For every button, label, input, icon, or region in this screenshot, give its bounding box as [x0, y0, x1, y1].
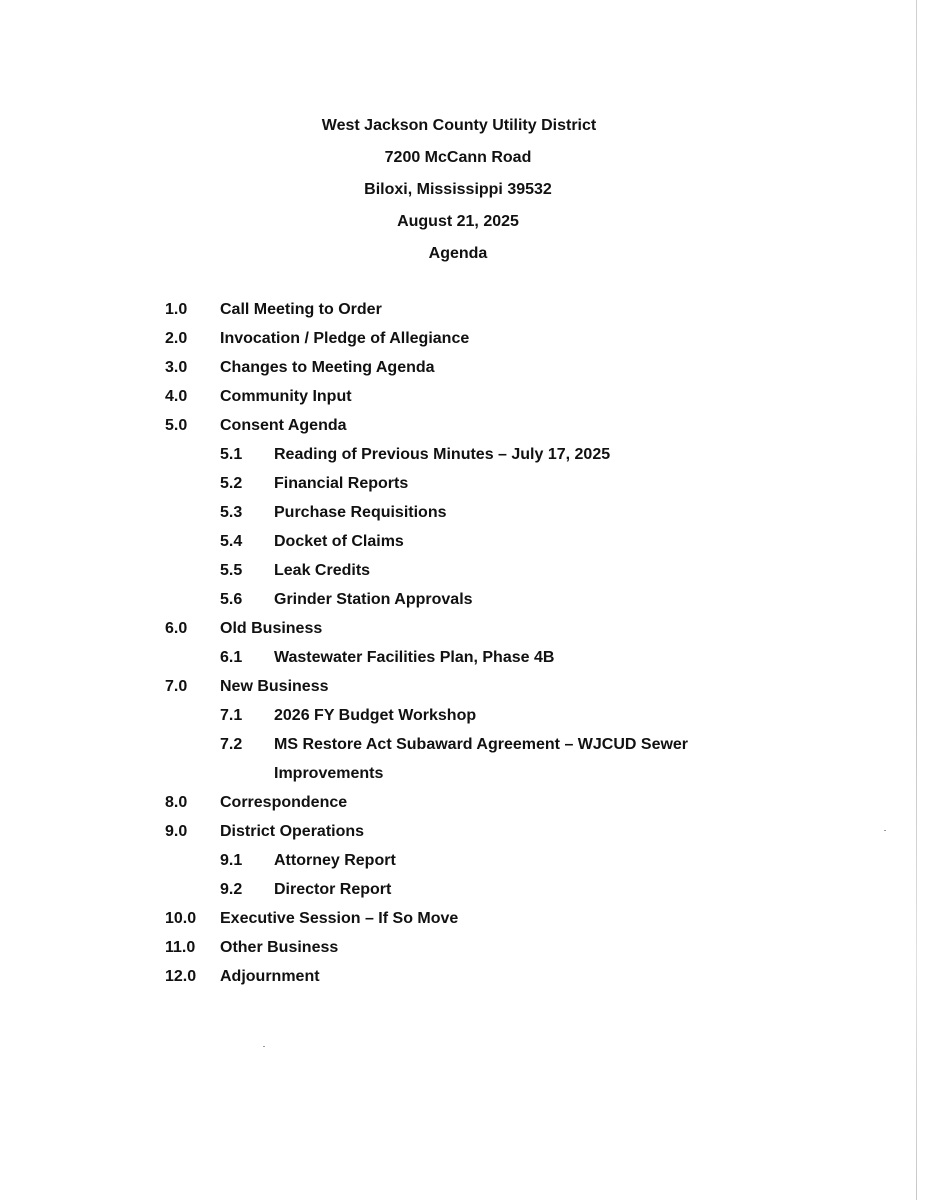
agenda-item-label: Invocation / Pledge of Allegiance: [220, 330, 470, 347]
agenda-item-label: Consent Agenda: [220, 417, 347, 434]
agenda-item: [0, 933, 916, 962]
agenda-item: [0, 295, 916, 324]
agenda-subitem-label: Wastewater Facilities Plan, Phase 4B: [274, 649, 555, 666]
agenda-subitem-label: Director Report: [274, 881, 392, 898]
agenda-item-number: 11.0: [165, 939, 196, 956]
organization-name: West Jackson County Utility District: [321, 117, 597, 134]
agenda-item-label: District Operations: [220, 823, 365, 840]
agenda-item: [0, 614, 916, 643]
agenda-subitem: [0, 730, 916, 759]
agenda-subitem: [0, 556, 916, 585]
scan-page-edge: [916, 0, 917, 1200]
agenda-item: [0, 411, 916, 440]
agenda-subitem-continuation: [0, 759, 916, 788]
agenda-subitem-label: MS Restore Act Subaward Agreement – WJCUD Sewer: [274, 736, 689, 753]
agenda-item-number: 12.0: [165, 968, 197, 985]
agenda-item: [0, 672, 916, 701]
agenda-item-label: Call Meeting to Order: [220, 301, 382, 318]
agenda-subitem-number: 5.1: [220, 446, 243, 463]
agenda-subitem: [0, 875, 916, 904]
agenda-subitem-label: Attorney Report: [274, 852, 396, 869]
agenda-item-label: Old Business: [220, 620, 323, 637]
agenda-subitem-label: Leak Credits: [274, 562, 371, 579]
agenda-item-label: New Business: [220, 678, 329, 695]
agenda-subitem-label: Docket of Claims: [274, 533, 404, 550]
agenda-item-number: 10.0: [165, 910, 197, 927]
agenda-list: [0, 295, 916, 991]
agenda-item: [0, 324, 916, 353]
address-line: 7200 McCann Road: [384, 149, 532, 166]
agenda-subitem: [0, 527, 916, 556]
agenda-item-number: 1.0: [165, 301, 188, 318]
agenda-subitem-number: 5.5: [220, 562, 243, 579]
agenda-item-number: 5.0: [165, 417, 188, 434]
agenda-subitem: [0, 701, 916, 730]
agenda-item: [0, 353, 916, 382]
agenda-item-label: Adjournment: [220, 968, 320, 985]
meeting-date: August 21, 2025: [397, 213, 519, 230]
agenda-item-number: 3.0: [165, 359, 188, 376]
agenda-item-number: 6.0: [165, 620, 188, 637]
agenda-item: [0, 904, 916, 933]
agenda-subitem: [0, 498, 916, 527]
agenda-item-number: 2.0: [165, 330, 188, 347]
agenda-subitem-number: 6.1: [220, 649, 243, 666]
document-header: [0, 110, 916, 270]
agenda-item: [0, 817, 916, 846]
agenda-item-label: Changes to Meeting Agenda: [220, 359, 435, 376]
agenda-item-label: Community Input: [220, 388, 352, 405]
city-line: Biloxi, Mississippi 39532: [364, 181, 552, 198]
agenda-subitem-number: 7.2: [220, 736, 243, 753]
agenda-item: [0, 788, 916, 817]
agenda-subitem-label: Financial Reports: [274, 475, 409, 492]
agenda-item-number: 8.0: [165, 794, 188, 811]
agenda-item-label: Other Business: [220, 939, 339, 956]
agenda-subitem-number: 9.2: [220, 881, 243, 898]
agenda-subitem-label-continuation: Improvements: [274, 765, 384, 782]
agenda-item: [0, 382, 916, 411]
agenda-subitem-label: Purchase Requisitions: [274, 504, 447, 521]
agenda-subitem: [0, 469, 916, 498]
agenda-subitem-number: 5.2: [220, 475, 243, 492]
agenda-subitem-number: 7.1: [220, 707, 243, 724]
scan-speck: [263, 1046, 265, 1047]
agenda-item-label: Correspondence: [220, 794, 348, 811]
agenda-item-number: 7.0: [165, 678, 188, 695]
agenda-subitem-label: Reading of Previous Minutes – July 17, 2025: [274, 446, 611, 463]
agenda-item: [0, 962, 916, 991]
agenda-subitem-number: 5.6: [220, 591, 243, 608]
agenda-item-number: 9.0: [165, 823, 188, 840]
document-title: Agenda: [428, 245, 488, 262]
agenda-subitem: [0, 643, 916, 672]
agenda-item-number: 4.0: [165, 388, 188, 405]
agenda-subitem-number: 5.3: [220, 504, 243, 521]
agenda-subitem-label: Grinder Station Approvals: [274, 591, 473, 608]
agenda-item-label: Executive Session – If So Move: [220, 910, 459, 927]
agenda-subitem: [0, 846, 916, 875]
agenda-subitem: [0, 585, 916, 614]
agenda-subitem-number: 5.4: [220, 533, 243, 550]
agenda-subitem: [0, 440, 916, 469]
agenda-subitem-number: 9.1: [220, 852, 243, 869]
agenda-subitem-label: 2026 FY Budget Workshop: [274, 707, 477, 724]
